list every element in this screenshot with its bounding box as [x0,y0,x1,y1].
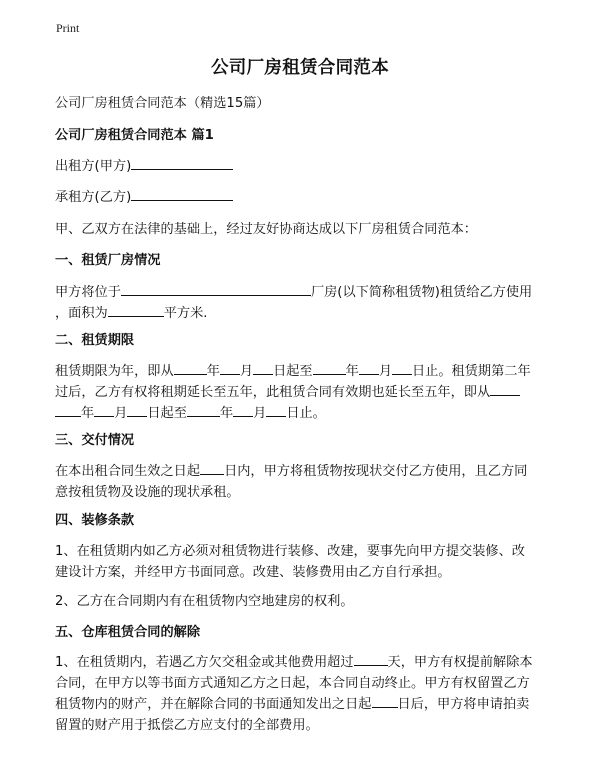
section-4-paragraph-2: 2、乙方在合同期内有在租赁物内空地建房的权利。 [55,594,354,609]
date-blank [233,403,253,417]
lessor-label: 出租方(甲方) [55,159,132,174]
s5-text: 天，甲方有权提前解除本 [387,655,533,670]
section-1-paragraph [55,282,544,324]
section-2-paragraph [55,361,544,424]
s5-text: 留置的财产用于抵偿乙方应支付的全部费用。 [55,718,319,733]
days-blank [354,652,388,666]
s5-text: 合同，在甲方以等书面方式通知乙方之日起，本合同自动终止。甲方有权留置乙方 [55,676,530,691]
lessee-label: 承租方(乙方) [55,190,132,205]
days-blank [372,694,398,708]
s1-text-b: 厂房(以下简称租赁物)租赁给乙方使用 [310,285,533,300]
section-4-paragraph-1 [55,541,544,583]
s5-text: 日后，甲方将申请拍卖 [397,697,530,712]
s2-text: 月 [253,406,267,421]
days-blank [200,461,224,475]
s1-text-a: 甲方将位于 [55,285,121,300]
s2-text: 月 [114,406,128,421]
area-blank [108,303,164,317]
date-blank [55,403,81,417]
date-blank [266,403,286,417]
lessee-blank [131,187,233,201]
section-5-paragraph [55,652,544,736]
date-blank [359,361,379,375]
lessee-field [55,187,544,208]
section-3-heading: 三、交付情况 [55,433,135,448]
date-blank [313,361,346,375]
s2-text: 租赁期限为年，即从 [55,364,174,379]
s4-text: 1、在租赁期内如乙方必须对租赁物进行装修、改建，要事先向甲方提交装修、改 [55,544,525,559]
s3-text: 在本出租合同生效之日起 [55,464,201,479]
date-blank [174,361,207,375]
section-5-heading: 五、仓库租赁合同的解除 [55,625,201,640]
s2-text: 月 [378,364,392,379]
s4-text: 建设计方案，并经甲方书面同意。改建、装修费用由乙方自行承担。 [55,565,451,580]
page-title: 公司厂房租赁合同范本 [211,58,389,78]
intro-paragraph: 甲、乙双方在法律的基础上，经过友好协商达成以下厂房租赁合同范本： [55,222,477,237]
s2-text: 日起至 [273,364,313,379]
s2-text: 年 [206,364,220,379]
date-blank [94,403,114,417]
s5-text: 租赁物内的财产，并在解除合同的书面通知发出之日起 [55,697,372,712]
s2-text: 年 [345,364,359,379]
section-3-paragraph [55,461,544,503]
s2-text: 日起至 [147,406,187,421]
s2-text: 月 [239,364,254,379]
location-blank [121,282,311,296]
date-blank [187,403,220,417]
article-heading: 公司厂房租赁合同范本 篇1 [55,128,214,143]
s1-text-d: 平方米. [163,306,208,321]
section-2-heading: 二、租赁期限 [55,333,135,348]
subtitle: 公司厂房租赁合同范本（精选15篇） [55,96,270,111]
section-1-heading: 一、租赁厂房情况 [55,253,161,268]
s2-text: 日止。租赁期第二年 [412,364,531,379]
print-link[interactable]: Print [56,21,80,35]
s3-text: 日内，甲方将租赁物按现状交付乙方使用，且乙方同 [224,464,528,479]
s2-text: 年 [219,406,234,421]
s1-text-c: ，面积为 [55,306,108,321]
section-4-heading: 四、装修条款 [55,513,135,528]
s5-text: 1、在租赁期内，若遇乙方欠交租金或其他费用超过 [55,655,354,670]
date-blank [220,361,240,375]
s2-text: 日止。 [286,406,326,421]
s2-text: 过后，乙方有权将租期延长至五年，此租赁合同有效期也延长至五年，即从 [55,385,491,400]
s3-text: 意按租赁物及设施的现状承租。 [55,485,240,500]
date-blank [490,382,520,396]
lessor-field [55,156,544,177]
date-blank [127,403,147,417]
date-blank [392,361,412,375]
date-blank [253,361,273,375]
s2-text: 年 [81,406,95,421]
lessor-blank [131,156,233,170]
